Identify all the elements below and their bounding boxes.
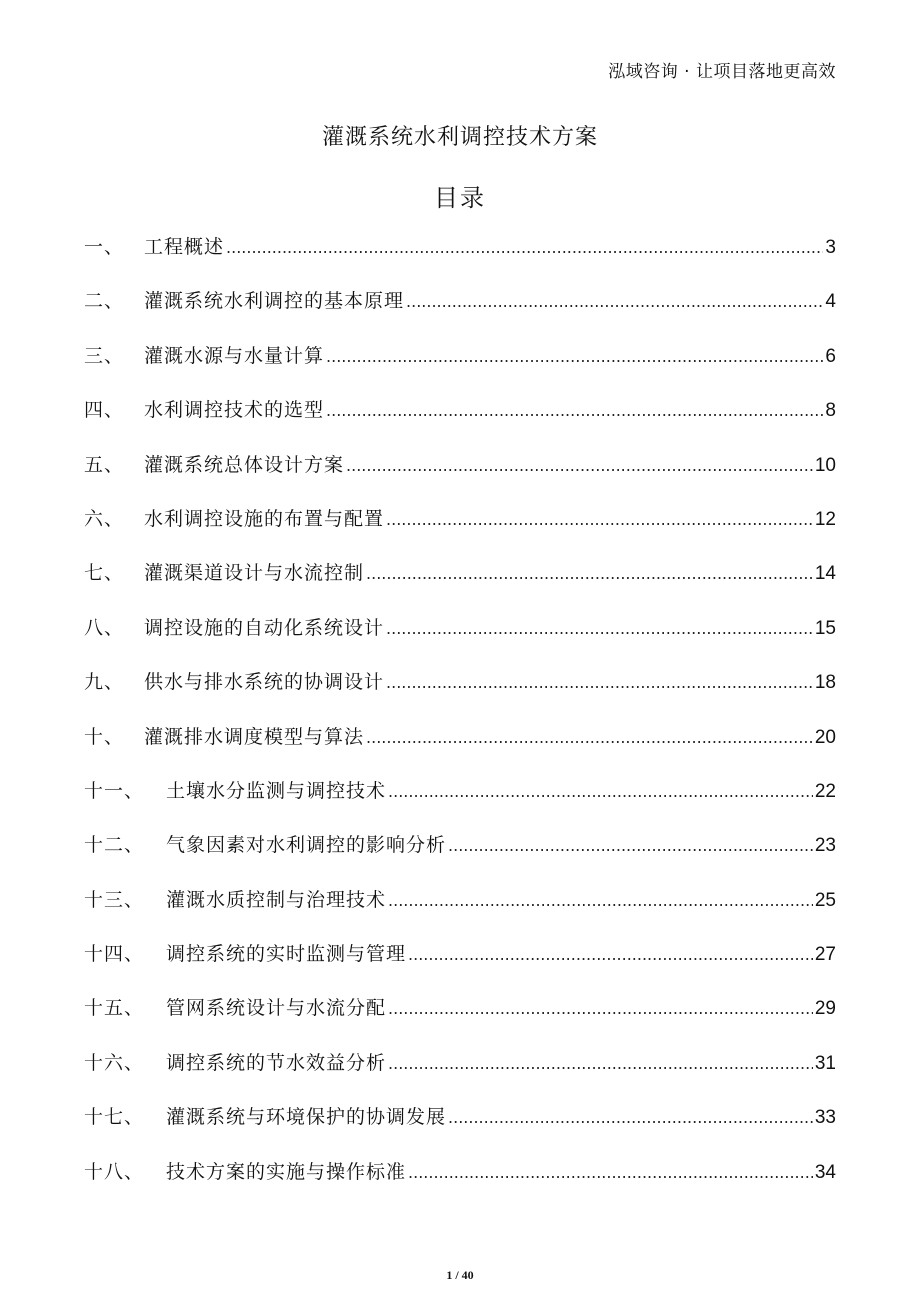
toc-leader-dots	[326, 347, 823, 366]
toc-entry-title: 技术方案的实施与操作标准	[166, 1160, 407, 1183]
toc-entry-number: 一、	[84, 236, 125, 258]
toc-entry-page: 10	[814, 454, 836, 476]
toc-entry-page: 6	[825, 345, 836, 367]
toc-entry[interactable]	[84, 1048, 836, 1102]
toc-entry-title: 灌溉系统总体设计方案	[144, 453, 345, 476]
toc-entry-page: 4	[825, 291, 836, 313]
toc-entry-title: 土壤水分监测与调控技术	[166, 779, 387, 802]
toc-entry[interactable]	[84, 504, 836, 558]
toc-entry-title: 水利调控技术的选型	[144, 399, 325, 422]
toc-leader-dots	[388, 891, 813, 910]
toc-entry-number: 十一、	[84, 779, 145, 802]
toc-entry-title: 灌溉渠道设计与水流控制	[144, 562, 365, 585]
toc-entry-number: 六、	[84, 507, 125, 530]
toc-entry-page: 25	[814, 889, 836, 911]
toc-entry-page: 27	[814, 944, 836, 966]
toc-entry-title: 调控设施的自动化系统设计	[144, 616, 385, 639]
toc-entry-number: 四、	[84, 399, 125, 422]
toc-leader-dots	[388, 1054, 813, 1073]
toc-entry-number: 十、	[84, 725, 125, 748]
toc-entry-page: 34	[814, 1161, 836, 1183]
toc-entry-number: 三、	[84, 344, 125, 367]
toc-entry-page: 31	[814, 1052, 836, 1074]
toc-leader-dots	[386, 619, 813, 638]
toc-leader-dots	[406, 292, 823, 311]
toc-entry-title: 管网系统设计与水流分配	[166, 997, 387, 1020]
toc-entry[interactable]	[84, 722, 836, 776]
toc-leader-dots	[408, 945, 813, 964]
toc-leader-dots	[366, 564, 813, 583]
toc-leader-dots	[346, 456, 813, 475]
toc-entry-number: 十八、	[84, 1160, 145, 1183]
toc-entry-title: 灌溉水质控制与治理技术	[166, 888, 387, 911]
toc-entry-page: 12	[814, 508, 836, 530]
toc-entry-number: 十三、	[84, 888, 145, 911]
toc-entry-number: 二、	[84, 290, 125, 313]
toc-entry-page: 20	[814, 726, 836, 748]
toc-entry-number: 十六、	[84, 1051, 145, 1074]
header-brand: 泓域咨询 · 让项目落地更高效	[608, 62, 836, 82]
toc-entry-title: 灌溉水源与水量计算	[144, 344, 325, 367]
toc-entry-number: 十四、	[84, 943, 145, 966]
toc-entry[interactable]	[84, 558, 836, 612]
toc-entry[interactable]	[84, 993, 836, 1047]
toc-entry-page: 18	[814, 672, 836, 694]
toc-entry-number: 八、	[84, 616, 125, 639]
toc-leader-dots	[408, 1163, 813, 1182]
toc-entry-title: 调控系统的实时监测与管理	[166, 943, 407, 966]
toc-entry[interactable]	[84, 1102, 836, 1156]
toc-entry-number: 七、	[84, 562, 125, 585]
page-number-indicator: 1 / 40	[446, 1268, 474, 1282]
toc-entry[interactable]	[84, 1157, 836, 1211]
toc-leader-dots	[386, 510, 813, 529]
toc-entry-page: 23	[814, 835, 836, 857]
toc-entry[interactable]	[84, 286, 836, 340]
toc-entry-page: 3	[825, 237, 836, 258]
toc-entry[interactable]	[84, 450, 836, 504]
toc-entry-number: 十五、	[84, 997, 145, 1020]
toc-leader-dots	[448, 1108, 813, 1127]
toc-entry-title: 灌溉系统水利调控的基本原理	[144, 290, 405, 313]
toc-entry-title: 工程概述	[144, 236, 225, 258]
toc-entry-number: 十七、	[84, 1106, 145, 1129]
toc-leader-dots	[448, 836, 813, 855]
table-of-contents	[84, 232, 836, 1211]
toc-entry-page: 15	[814, 617, 836, 639]
toc-entry[interactable]	[84, 939, 836, 993]
toc-entry[interactable]	[84, 830, 836, 884]
toc-entry-title: 灌溉排水调度模型与算法	[144, 725, 365, 748]
toc-entry-page: 8	[825, 400, 836, 422]
toc-heading: 目录	[434, 184, 486, 212]
toc-entry-title: 供水与排水系统的协调设计	[144, 671, 385, 694]
toc-entry[interactable]	[84, 885, 836, 939]
toc-entry-page: 14	[814, 563, 836, 585]
toc-entry[interactable]	[84, 341, 836, 395]
toc-entry-number: 十二、	[84, 834, 145, 857]
toc-entry-number: 五、	[84, 453, 125, 476]
toc-entry-title: 灌溉系统与环境保护的协调发展	[166, 1106, 447, 1129]
toc-leader-dots	[388, 999, 813, 1018]
toc-entry[interactable]	[84, 667, 836, 721]
toc-entry-title: 水利调控设施的布置与配置	[144, 507, 385, 530]
toc-leader-dots	[326, 401, 823, 420]
toc-entry[interactable]	[84, 232, 836, 286]
toc-entry-number: 九、	[84, 671, 125, 694]
toc-entry-title: 气象因素对水利调控的影响分析	[166, 834, 447, 857]
toc-entry-page: 29	[814, 998, 836, 1020]
toc-entry[interactable]	[84, 776, 836, 830]
toc-leader-dots	[388, 782, 813, 801]
toc-entry[interactable]	[84, 613, 836, 667]
toc-entry-page: 22	[814, 780, 836, 802]
toc-entry-title: 调控系统的节水效益分析	[166, 1051, 387, 1074]
toc-entry[interactable]	[84, 395, 836, 449]
document-title: 灌溉系统水利调控技术方案	[321, 125, 598, 150]
toc-entry-page: 33	[814, 1107, 836, 1129]
toc-leader-dots	[386, 673, 813, 692]
toc-leader-dots	[366, 728, 813, 747]
toc-leader-dots	[226, 238, 823, 257]
